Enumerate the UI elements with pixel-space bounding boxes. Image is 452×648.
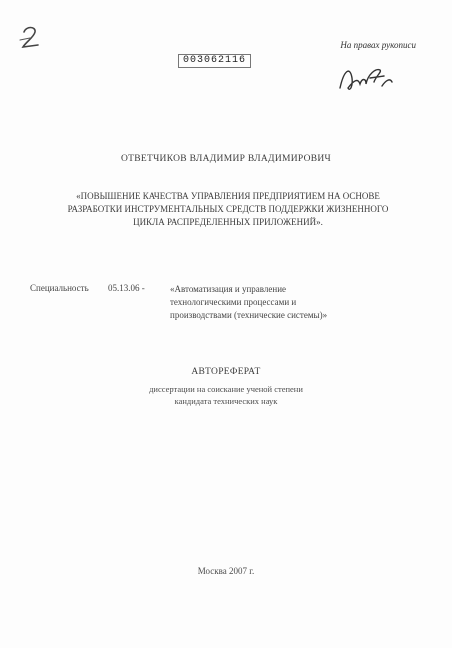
specialty-code: 05.13.06 - [108, 283, 145, 293]
specialty-name [170, 283, 390, 322]
title-line: ЦИКЛА РАСПРЕДЕЛЕННЫХ ПРИЛОЖЕНИЙ». [133, 217, 323, 227]
handwritten-signature [336, 60, 396, 100]
degree-line: диссертации на соискание ученой степени [149, 384, 303, 394]
degree-line: кандидата технических наук [174, 396, 278, 406]
title-line: РАЗРАБОТКИ ИНСТРУМЕНТАЛЬНЫХ СРЕДСТВ ПОДДЕРЖКИ ЖИЗНЕННОГО [67, 204, 389, 214]
dissertation-title [40, 190, 416, 229]
place-and-year: Москва 2007 г. [197, 566, 255, 576]
specialty-label: Специальность [30, 283, 89, 293]
document-number: 003062116 [178, 54, 251, 68]
manuscript-rights-note: На правах рукописи [340, 40, 416, 50]
specialty-name-line: производствами (технические системы)» [170, 310, 328, 320]
degree-description [0, 383, 452, 407]
specialty-name-line: «Автоматизация и управление [170, 284, 287, 294]
document-type-heading: АВТОРЕФЕРАТ [191, 367, 261, 377]
author-name: ОТВЕТЧИКОВ ВЛАДИМИР ВЛАДИМИРОВИЧ [120, 154, 332, 164]
specialty-name-line: технологическими процессами и [170, 297, 297, 307]
title-line: «ПОВЫШЕНИЕ КАЧЕСТВА УПРАВЛЕНИЯ ПРЕДПРИЯТИЕМ НА ОСНОВЕ [76, 191, 380, 201]
handwritten-number-mark [18, 22, 48, 52]
